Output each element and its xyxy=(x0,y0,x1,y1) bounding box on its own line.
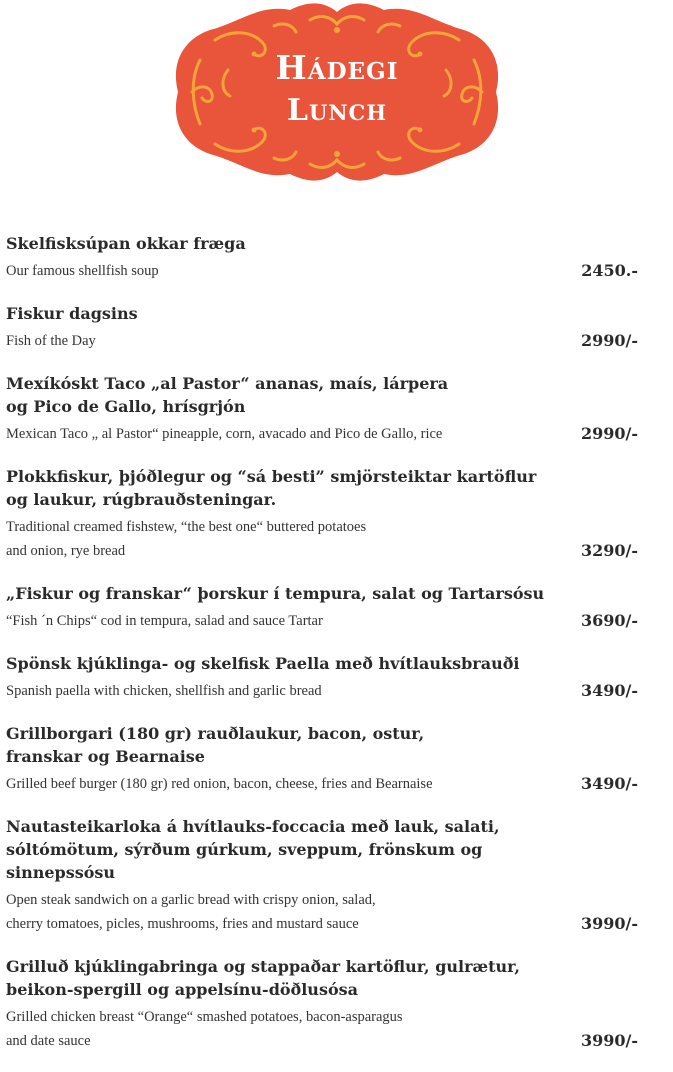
lunch-menu-list xyxy=(6,232,666,1072)
menu-item-description: Spanish paella with chicken, shellfish and garlic bread xyxy=(6,683,322,699)
menu-item-price: 2990/- xyxy=(580,331,638,350)
menu-item-name: Grillborgari (180 gr) rauðlaukur, bacon, ostur, franskar og Bearnaise xyxy=(6,724,425,766)
menu-item-name: „Fiskur og franskar“ þorskur í tempura, salat og Tartarsósu xyxy=(6,584,545,603)
header-title-english: Lunch xyxy=(286,93,388,128)
menu-item-name: Spönsk kjúklinga- og skelfisk Paella með hvítlauksbrauði xyxy=(6,654,520,673)
menu-header-badge xyxy=(170,0,504,185)
menu-item xyxy=(6,232,666,283)
menu-item-name: Nautasteikarloka á hvítlauks-foccacia með lauk, salati, sóltómötum, sýrðum gúrkum, sveppum, frönskum og sinnepssósu xyxy=(6,817,500,882)
menu-item-description: Open steak sandwich on a garlic bread with crispy onion, salad, cherry tomatoes, picles, mushrooms, fries and mustard sauce xyxy=(6,892,376,932)
menu-item-description: Traditional creamed fishstew, “the best one“ buttered potatoes and onion, rye bread xyxy=(6,519,367,559)
menu-item-price: 3690/- xyxy=(580,611,638,630)
menu-item-price: 3490/- xyxy=(580,681,638,700)
menu-item-price: 3290/- xyxy=(580,541,638,560)
menu-item-description: Grilled chicken breast “Orange“ smashed potatoes, bacon-asparagus and date sauce xyxy=(6,1009,403,1049)
menu-item-name: Fiskur dagsins xyxy=(6,304,138,323)
menu-item-description: “Fish ´n Chips“ cod in tempura, salad and sauce Tartar xyxy=(6,613,323,629)
menu-item xyxy=(6,372,666,446)
menu-item-description: Fish of the Day xyxy=(6,333,96,349)
menu-item-price: 2450.- xyxy=(581,261,638,280)
menu-item xyxy=(6,302,666,353)
menu-item xyxy=(6,465,666,563)
menu-item-name: Skelfisksúpan okkar fræga xyxy=(6,234,246,253)
menu-item-price: 2990/- xyxy=(580,424,638,443)
menu-item-name: Plokkfiskur, þjóðlegur og “sá besti” smjörsteiktar kartöflur og laukur, rúgbrauðsteningar. xyxy=(6,467,537,509)
menu-item xyxy=(6,582,666,633)
menu-item xyxy=(6,652,666,703)
menu-item xyxy=(6,815,666,936)
menu-item-price: 3490/- xyxy=(580,774,638,793)
menu-item xyxy=(6,722,666,796)
menu-item-description: Our famous shellfish soup xyxy=(6,263,159,279)
menu-item-description: Mexican Taco „ al Pastor“ pineapple, corn, avacado and Pico de Gallo, rice xyxy=(6,426,443,442)
menu-item xyxy=(6,955,666,1053)
header-title-icelandic: Hádegi xyxy=(275,48,399,87)
menu-item-price: 3990/- xyxy=(580,914,638,933)
menu-item-name: Grilluð kjúklingabringa og stappaðar kartöflur, gulrætur, beikon-spergill og appelsínu-döðlusósa xyxy=(6,957,520,999)
menu-item-price: 3990/- xyxy=(580,1031,638,1050)
menu-item-name: Mexíkóskt Taco „al Pastor“ ananas, maís, lárpera og Pico de Gallo, hrísgrjón xyxy=(6,374,449,416)
menu-item-description: Grilled beef burger (180 gr) red onion, bacon, cheese, fries and Bearnaise xyxy=(6,776,433,792)
